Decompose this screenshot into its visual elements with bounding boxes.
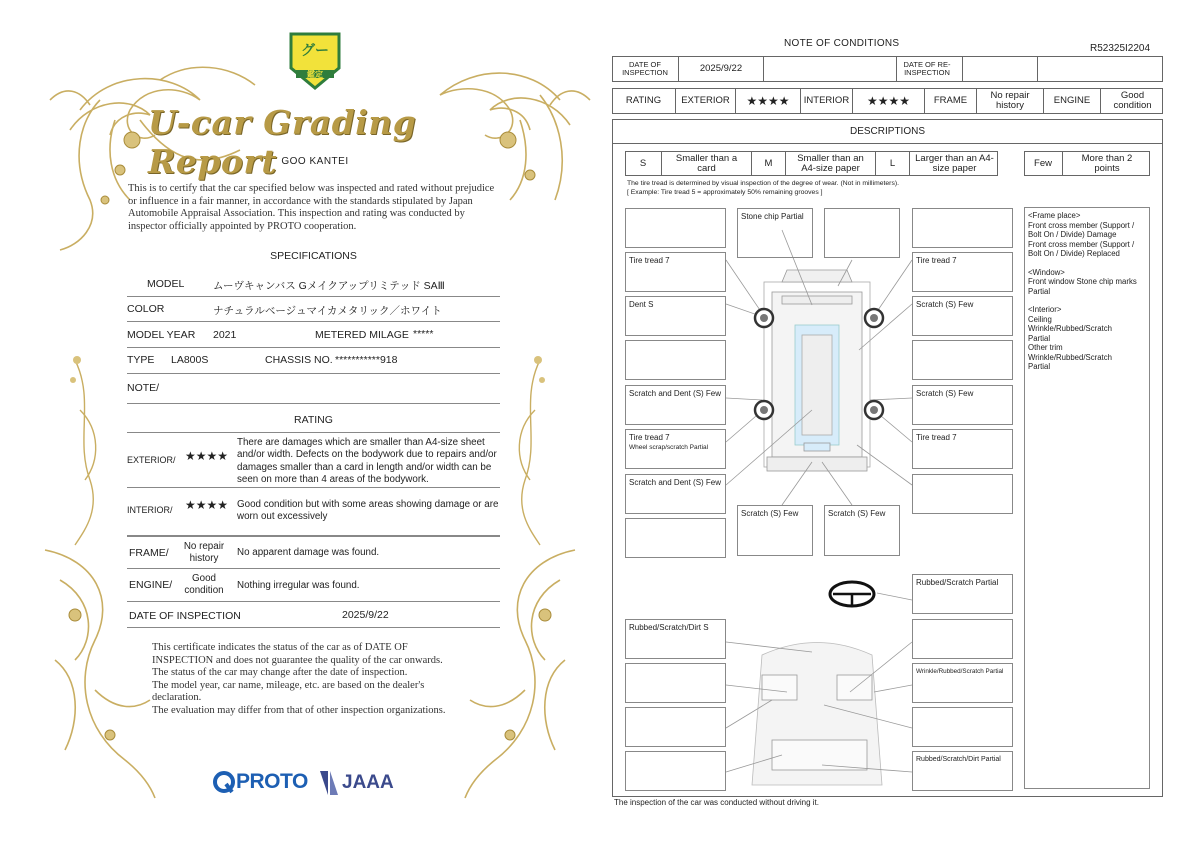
inspection-footnote: The inspection of the car was conducted without driving it.	[614, 798, 819, 807]
model-row	[127, 270, 500, 297]
specifications-heading: SPECIFICATIONS	[270, 250, 357, 262]
note-row	[127, 374, 500, 404]
date-inspection-blank	[763, 57, 896, 81]
date-reinspection-blank	[1037, 57, 1164, 81]
model-value: ムーヴキャンバス Gメイクアップリミテッド SAⅢ	[213, 280, 445, 292]
description-line: Wrinkle/Rubbed/Scratch	[1028, 352, 1112, 362]
condition-box-empty	[625, 707, 726, 747]
ornament-side-right	[505, 350, 565, 550]
condition-box-empty	[625, 518, 726, 558]
condition-box-tire-front-left: Tire tread 7	[625, 252, 726, 292]
chassis-value: ***********918	[335, 354, 398, 366]
inspection-date-row	[127, 602, 500, 628]
metered-mileage-value: *****	[413, 328, 434, 340]
legend-text-m: Smaller than an A4-size paper	[785, 152, 875, 175]
description-line: Partial	[1028, 362, 1051, 371]
rating-heading: RATING	[294, 414, 333, 426]
color-value: ナチュラルベージュマイカメタリック／ホワイト	[213, 305, 442, 317]
condition-box-empty	[912, 340, 1013, 380]
proto-logo: PROTO	[236, 770, 308, 793]
description-line: Partial	[1028, 286, 1051, 296]
description-spacer	[1028, 259, 1146, 268]
type-value: LA800S	[171, 354, 209, 366]
condition-box-scratch-dent-left: Scratch and Dent (S) Few	[625, 385, 726, 425]
exterior-label-cell: EXTERIOR	[675, 89, 735, 113]
type-row	[127, 348, 500, 374]
frame-rating-row	[127, 536, 500, 569]
engine-label-cell: ENGINE	[1043, 89, 1100, 113]
description-line: Front cross member (Support /	[1028, 239, 1135, 249]
tire-note-1: The tire tread is determined by visual inspection of the degree of wear. (Not in millimeters).	[627, 180, 899, 187]
jaaa-logo-icon	[318, 769, 340, 797]
model-year-value: 2021	[213, 329, 237, 341]
rating-row	[612, 88, 1163, 114]
interior-label-cell: INTERIOR	[800, 89, 852, 113]
jaaa-logo: JAAA	[342, 772, 394, 793]
metered-mileage-label: METERED MILAGE	[315, 329, 409, 341]
conditions-title: NOTE OF CONDITIONS	[784, 38, 900, 49]
frame-label: FRAME/	[129, 547, 169, 559]
condition-box-scratch-bottom-left: Scratch (S) Few	[737, 505, 813, 556]
badge-text-bottom: 鑑定	[307, 70, 323, 79]
condition-box-empty	[625, 340, 726, 380]
condition-box-steering: Rubbed/Scratch Partial	[912, 574, 1013, 614]
frame-description: No apparent damage was found.	[237, 547, 380, 558]
certificate-disclaimer	[152, 642, 482, 717]
legend-text-few: More than 2 points	[1062, 152, 1151, 175]
color-row	[127, 297, 500, 322]
legend-key-m: M	[751, 152, 785, 175]
tire-note-2: [ Example: Tire tread 5 = approximately 50% remaining grooves ]	[627, 189, 823, 196]
reference-number: R52325I2204	[1090, 43, 1151, 54]
condition-box-empty	[912, 474, 1013, 514]
organization-name: GOO KANTEI	[281, 156, 349, 167]
condition-box-scratch-bottom-right: Scratch (S) Few	[824, 505, 900, 556]
engine-description: Nothing irregular was found.	[237, 580, 360, 591]
exterior-rating-row	[127, 432, 500, 488]
disclaimer-line: The status of the car may change after the date of inspection.	[152, 667, 408, 678]
proto-logo-icon	[212, 770, 236, 796]
frame-label-cell: FRAME	[924, 89, 976, 113]
legend-key-l: L	[875, 152, 909, 175]
disclaimer-line: declaration.	[152, 692, 202, 703]
model-year-label: MODEL YEAR	[127, 329, 196, 341]
engine-value-cell: Good condition	[1100, 89, 1164, 113]
disclaimer-line: The model year, car name, mileage, etc. are based on the dealer's	[152, 679, 425, 691]
description-line: <Window>	[1028, 267, 1065, 277]
description-line: Front window Stone chip marks	[1028, 277, 1137, 286]
condition-box-ceiling: Rubbed/Scratch/Dirt S	[625, 619, 726, 659]
condition-box-tire-front-right: Tire tread 7	[912, 252, 1013, 292]
report-title: U-car Grading Report	[148, 103, 417, 181]
condition-box-empty	[912, 619, 1013, 659]
legend-key-s: S	[639, 157, 647, 169]
description-line: <Frame place>	[1028, 211, 1081, 220]
condition-box-empty	[625, 663, 726, 703]
few-legend	[1024, 151, 1150, 176]
exterior-stars-cell: ★★★★	[735, 89, 800, 113]
descriptions-list	[1024, 207, 1150, 789]
ornament-side-left	[55, 350, 115, 550]
condition-box-dent: Dent S	[625, 296, 726, 336]
condition-box-rear-seat: Rubbed/Scratch/Dirt Partial	[912, 751, 1013, 791]
legend-text-s: Smaller than a card	[661, 152, 751, 175]
frame-value-cell: No repair history	[976, 89, 1043, 113]
exterior-stars: ★★★★	[185, 449, 229, 463]
frame-value: No repair history	[183, 541, 225, 564]
date-reinspection-label-text: DATE OF RE-INSPECTION	[903, 59, 951, 77]
type-label: TYPE	[127, 354, 155, 366]
description-line: Partial	[1028, 333, 1051, 343]
condition-box-empty	[912, 208, 1013, 248]
tire-rear-left-sub: Wheel scrap/scratch Partial	[629, 444, 709, 451]
date-inspection-label-text: DATE OF INSPECTION	[622, 59, 668, 77]
inspection-date-value: 2025/9/22	[342, 609, 389, 621]
disclaimer-line: The evaluation may differ from that of other inspection organizations.	[152, 704, 446, 716]
description-line: Bolt On / Divide) Replaced	[1028, 249, 1120, 258]
condition-box-empty	[625, 208, 726, 248]
date-inspection-value: 2025/9/22	[678, 57, 763, 81]
note-label: NOTE/	[127, 382, 160, 394]
condition-box-scratch-right-rear: Scratch (S) Few	[912, 385, 1013, 425]
condition-box-scratch-dent-rear: Scratch and Dent (S) Few	[625, 474, 726, 514]
description-line: Other trim	[1028, 343, 1063, 352]
condition-box-stone-chip: Stone chip Partial	[737, 208, 813, 258]
condition-box-empty	[625, 751, 726, 791]
legend-key-few: Few	[1034, 157, 1052, 169]
date-row	[612, 56, 1163, 82]
exterior-label: EXTERIOR/	[127, 455, 176, 465]
certification-statement: This is to certify that the car specified below was inspected and rated without prejudice or influence in a fair manner, in accordance with the standards stipulated by Japan Automobile Appraisal Association. This inspection and rating was conducted by inspector officially appointed by PROTO cooperation.	[128, 183, 495, 232]
condition-box-empty	[824, 208, 900, 258]
interior-label: INTERIOR/	[127, 505, 173, 515]
descriptions-heading: DESCRIPTIONS	[613, 120, 1162, 144]
interior-description: Good condition but with some areas showing damage or are worn out excessively	[237, 499, 499, 523]
condition-box-scratch-right-front: Scratch (S) Few	[912, 296, 1013, 336]
model-label: MODEL	[147, 278, 185, 290]
condition-box-tire-rear-right: Tire tread 7	[912, 429, 1013, 469]
date-reinspection-value	[962, 57, 1037, 81]
disclaimer-line: This certificate indicates the status of the car as of DATE OF	[152, 642, 408, 653]
description-line: Bolt On / Divide) Damage	[1028, 230, 1117, 239]
interior-stars: ★★★★	[185, 498, 229, 512]
badge-text-top: グー	[301, 42, 329, 58]
interior-rating-row	[127, 488, 500, 536]
rating-label: RATING	[625, 95, 662, 106]
condition-box-tire-rear-left	[625, 429, 726, 469]
tire-rear-left-text: Tire tread 7	[629, 433, 670, 442]
exterior-description: There are damages which are smaller than A4-size sheet and/or width. Defects on the bodywork due to repairs and/or damages smaller than a card in length and/or width can be seen on more than 4 areas of the bodywork.	[237, 437, 497, 485]
engine-value: Good condition	[184, 573, 224, 596]
chassis-label: CHASSIS NO.	[265, 354, 333, 366]
description-line: Front cross member (Support /	[1028, 220, 1135, 230]
legend-text-l: Larger than an A4-size paper	[909, 152, 999, 175]
engine-rating-row	[127, 569, 500, 602]
condition-box-trim: Wrinkle/Rubbed/Scratch Partial	[912, 663, 1013, 703]
inspection-date-label: DATE OF INSPECTION	[129, 610, 241, 622]
size-legend	[625, 151, 998, 176]
color-label: COLOR	[127, 303, 165, 315]
date-inspection-label	[612, 57, 678, 81]
engine-label: ENGINE/	[129, 579, 173, 591]
date-reinspection-label	[891, 57, 963, 81]
interior-stars-cell: ★★★★	[852, 89, 924, 113]
description-spacer	[1028, 296, 1146, 305]
description-line: <Interior>	[1028, 305, 1062, 314]
condition-box-empty	[912, 707, 1013, 747]
description-line: Ceiling	[1028, 314, 1052, 324]
model-year-row	[127, 322, 500, 348]
description-line: Wrinkle/Rubbed/Scratch	[1028, 324, 1112, 333]
disclaimer-line: INSPECTION and does not guarantee the quality of the car onwards.	[152, 654, 443, 666]
